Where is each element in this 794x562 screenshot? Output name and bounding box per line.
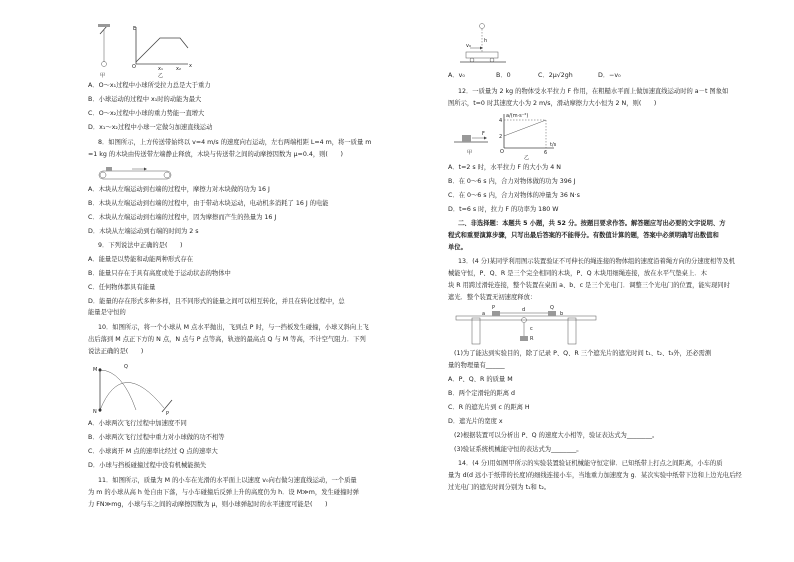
q8-stem-1: 8．如图所示，上方传送带始终以 v=4 m/s 的速度向右运动，左右两端相距 L=4 m，将一质量 m [98,139,372,146]
q13-sub1-line1: (1)为了能达到实验目的，除了记录 P、Q、R 三个遮光片的遮光时间 t₁、t₂、t₃外，还必需测 [454,350,712,357]
q9-option-c: C．任何物体都具有能量 [88,284,156,291]
q11-label-h: h [484,38,488,44]
q13-stem-2: 械能守恒，P、Q、R 是三个完全相同的木块，P、Q 木块用细绳连接，放在水平气垫桌上．木 [448,270,707,277]
q13-label-p: P [492,305,496,311]
q8-option-b: B．木块从左端运动到右端的过程中，由于带动木块运动，电动机多消耗了 16 J 的电能 [88,200,329,207]
q11-figure [460,22,506,68]
q13-stem-1: 13．(4 分)某同学利用图示装置验证不可伸长的绳连接的物体组的速度沿着绳方向的分速度相等及机 [458,258,736,265]
q8-stem-2: =1 kg 的木块由传送带左端静止释放，木块与传送带之间的动摩擦因数为 μ=0.4，则( ) [88,151,343,158]
q13-stem-3: 块 R 用跨过滑轮连接，整个装置在桌面 a、b、c 是三个光电门．调整三个光电门的位置，能实现同时 [448,282,730,289]
q13-sub2-text: (2)根据装置可以分析出 P、Q 的速度大小相等，验证表达式为 [454,432,627,439]
q10-option-b: B．小球两次飞行过程中重力对小球做的功不相等 [88,434,225,441]
q7-option-a: A．O～x₁过程中小球所受拉力总是大于重力 [88,82,211,89]
q13-option-a: A．P、Q、R 的质量 M [448,376,513,383]
section-2-heading-1: 二、非选择题：本题共 5 小题，共 52 分。按题目要求作答。解答题应写出必要的文字说明、方 [458,220,726,227]
q11-option-a: A．v₀ [448,72,465,79]
q9-option-a: A．能量是以势能和动能两种形式存在 [88,256,194,263]
q9-option-d-1: D．能量的存在形式多种多样，且不同形式的能量之间可以相互转化，并且在转化过程中，总 [88,298,345,305]
q11-label-v0: v₀ [466,43,471,49]
q7-option-d: D．x₁～x₂过程中小球一定做匀加速直线运动 [88,124,213,131]
q13-sub3-text: (3)验证系统机械能守恒的表达式为 [454,446,552,453]
q13-figure [452,306,602,346]
q8-option-c: C．木块从左端运动到右端的过程中，因为摩擦而产生的热量为 16 J [88,214,277,221]
q7-option-b: B．小球运动的过程中 x₁时的动能为最大 [88,96,202,103]
q12-origin: O [500,149,504,155]
q13-sub1-line2: 量的物理量有______ [448,362,505,369]
q11-stem-1: 11．如图所示，质量为 M 的小车在光滑的水平面上以速度 v₀向右做匀速直线运动，一个质量 [98,477,357,484]
q12-figure [452,112,562,162]
q12-stem-1: 12．一质量为 2 kg 的物体受水平拉力 F 作用，在粗糙水平面上做加速直线运动时的 a－t 图象如 [458,88,729,95]
q10-stem-1: 10．如图所示，将一个小球从 M 点水平抛出，飞到点 P 时，与一挡板发生碰撞，小球又斜向上飞 [98,324,369,331]
q7-label-yi: 乙 [158,73,164,79]
q12-label-f: F [482,131,485,137]
q12-tick-4: 4 [499,118,503,124]
q13-label-q: Q [550,305,554,311]
q7-option-c: C．O～x₂过程中小球的重力势能一直增大 [88,110,205,117]
q10-trajectory-figure [92,362,184,418]
q7-origin: O [132,64,136,70]
q12-label-jia: 甲 [467,150,473,156]
q13-sub3 [454,446,583,454]
q13-option-b: B．两个定滑轮的距离 d [448,390,515,397]
q13-label-a: a [482,311,486,317]
q9-stem: 9．下列说法中正确的是( ) [98,242,183,249]
q13-sub2-blank[interactable]: ________。 [626,432,659,439]
q12-axis-t: t/s [550,142,557,148]
q10-stem-3: 说法正确的是( ) [88,348,144,355]
q11-stem-2: 为 m 的小球从高 h 处自由下落，与小车碰撞后反弹上升的高度仍为 h．设 M≫m，发生碰撞时弹 [88,489,359,496]
section-2-heading-3: 单位。 [448,244,467,251]
q13-sub3-blank[interactable]: ________。 [551,446,583,453]
q10-label-p: P [166,411,170,417]
q7-label-jia: 甲 [100,73,106,79]
q13-option-d: D．遮光片的宽度 x [448,418,503,425]
q9-option-b: B．能量只存在于具有高度或处于运动状态的物体中 [88,270,231,277]
q12-option-c: C．在 0～6 s 内，合力对物体的冲量为 36 N·s [448,192,580,199]
q10-stem-2: 出后落到 M 点正下方的 N 点，N 点与 P 点等高，轨迹的最高点 Q 与 M 等高，不计空气阻力．下列 [88,336,366,343]
q10-option-c: C．小球离开 M 点的速率比经过 Q 点的速率大 [88,448,218,455]
q13-label-c: c [530,326,533,332]
section-2-heading-2: 程式和重要演算步骤，只写出最后答案的不能得分。有数值计算的题，答案中必须明确写出数值和 [448,232,719,239]
q13-stem-4: 遮光．整个装置无初速度释放： [448,294,537,301]
q7-axis-x: x [189,63,192,69]
q12-option-a: A．t=2 s 时，水平拉力 F 的大小为 4 N [448,164,561,171]
q14-stem-3: 过光电门的遮光时间分别为 t₁和 t₂。 [448,484,551,491]
q7-axis-e: E [133,26,137,32]
q9-option-d-2: 能量是守恒的 [88,309,126,316]
q7-x2: x₂ [176,66,181,72]
q13-label-b: b [560,311,564,317]
q11-option-c: C．2μ√2gh [538,72,573,79]
q12-tick-6: 6 [544,150,548,156]
q10-option-a: A．小球两次飞行过程中加速度不同 [88,420,187,427]
q10-label-m: M [93,367,98,373]
q7-figure [90,22,200,77]
q13-option-c: C．R 的遮光片到 c 的距离 H [448,404,530,411]
q12-label-yi: 乙 [524,155,530,161]
q8-option-a: A．木块从左端运动到右端的过程中，摩擦力对木块做的功为 16 J [88,186,270,193]
q11-option-d: D．−v₀ [598,72,621,79]
q12-tick-2: 2 [499,134,503,140]
q13-sub2 [454,432,658,440]
q12-axis-a: a/(m·s⁻²) [506,113,529,119]
q8-option-d: D．木块从左端运动到右端的时间为 2 s [88,228,199,235]
q7-x1: x₁ [158,66,163,72]
q14-stem-1: 14．(4 分)用如图甲所示的实验装置验证机械能守恒定律．已知纸带上打点之间距离，小车的质 [458,460,723,467]
q10-label-n: N [93,409,97,415]
q12-option-d: D．t=6 s 时，拉力 F 的功率为 180 W [448,206,559,213]
q10-label-q: Q [124,364,128,370]
q8-conveyor-figure [96,166,180,182]
q12-option-b: B．在 0～6 s 内，合力对物体做的功为 396 J [448,178,576,185]
q10-option-d: D．小球与挡板碰撞过程中没有机械能损失 [88,462,207,469]
q12-stem-2: 图所示，t=0 时其速度大小为 2 m/s，滑动摩擦力大小恒为 2 N，则( ) [448,100,657,107]
q13-label-d: d [522,307,526,313]
q11-stem-3: 力 FN≫mg，小球与车之间的动摩擦因数为 μ，则小球弹起时的水平速度可能是( ) [88,501,328,508]
q14-stem-2: 量为 d(d 远小于纸带的长度)的细线连接小车，当地重力加速度为 g．某次实验中纸带下边和上边光电后经 [448,472,742,479]
q13-label-r: R [530,336,534,342]
q11-option-b: B．0 [496,72,511,79]
